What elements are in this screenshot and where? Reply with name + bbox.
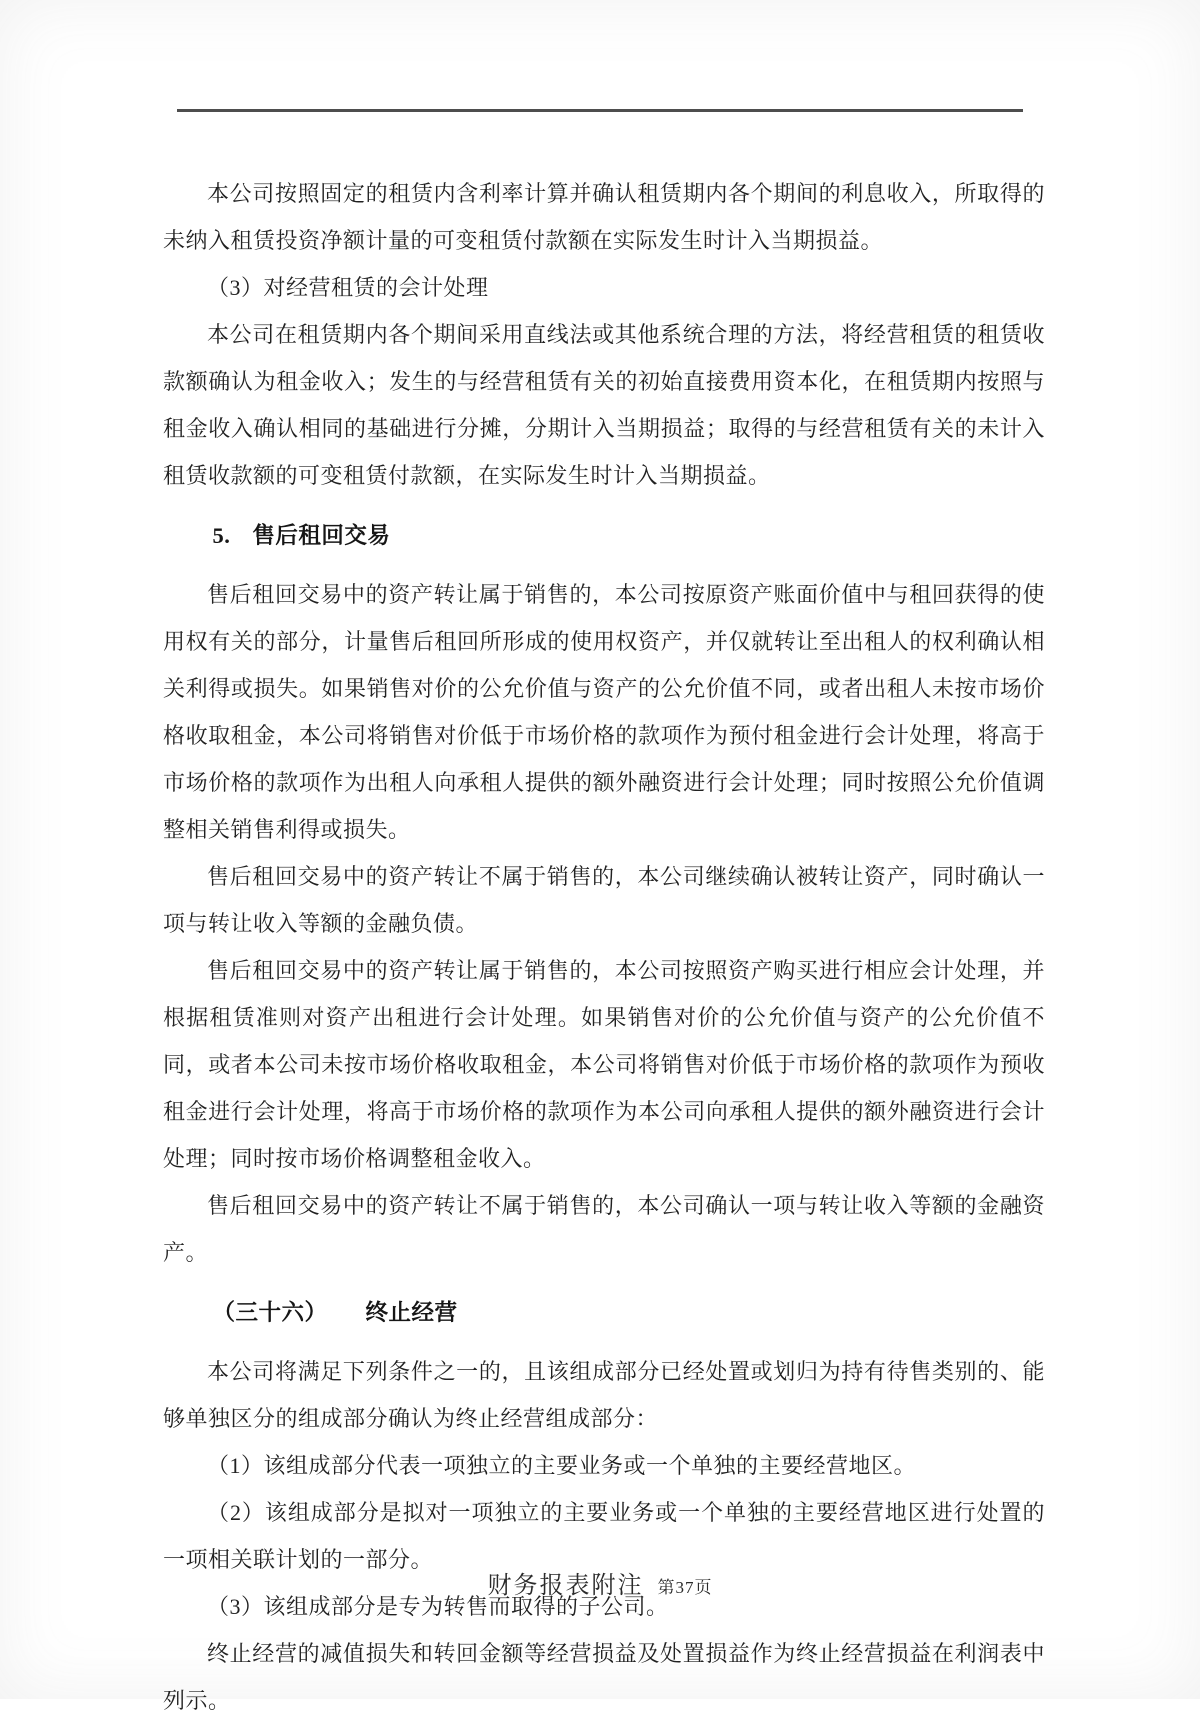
list-item-criterion-2: （2）该组成部分是拟对一项独立的主要业务或一个单独的主要经营地区进行处置的一项相关联计划的一部分。 [163,1500,1045,1572]
footer-page-number: 第37页 [657,1578,713,1597]
header-rule [177,109,1023,112]
paragraph-discontinued-presentation: 终止经营的减值损失和转回金额等经营损益及处置损益作为终止经营损益在利润表中列示。 [163,1641,1045,1713]
heading-discontinued-number: （三十六） [212,1300,328,1325]
footer-document-title: 财务报表附注 [487,1573,644,1599]
page-footer [0,1565,1200,1600]
document-body [163,170,1045,1724]
list-item-criterion-1: （1）该组成部分代表一项独立的主要业务或一个单独的主要经营地区。 [207,1453,917,1478]
paragraph-operating-lease-treatment: 本公司在租赁期内各个期间采用直线法或其他系统合理的方法，将经营租赁的租赁收款额确认为租金收入；发生的与经营租赁有关的初始直接费用资本化，在租赁期内按照与租金收入确认相同的基础进行分摊，分期计入当期损益；取得的与经营租赁有关的未计入租赁收款额的可变租赁付款额，在实际发生时计入当期损益。 [163,322,1045,488]
paragraph-sale-leaseback-not-sale: 售后租回交易中的资产转让不属于销售的，本公司继续确认被转让资产，同时确认一项与转让收入等额的金融负债。 [163,864,1045,936]
heading-discontinued-title: 终止经营 [365,1300,458,1325]
paragraph-discontinued-criteria-intro: 本公司将满足下列条件之一的，且该组成部分已经处置或划归为持有待售类别的、能够单独区分的组成部分确认为终止经营组成部分： [163,1359,1045,1431]
heading-discontinued-operations [163,1289,1045,1336]
subheading-operating-lease-accounting: （3）对经营租赁的会计处理 [207,275,489,300]
heading-sale-leaseback [163,512,1045,559]
heading-sale-leaseback-number: 5. [212,523,231,548]
paragraph-lease-interest-income: 本公司按照固定的租赁内含利率计算并确认租赁期内各个期间的利息收入，所取得的未纳入租赁投资净额计量的可变租赁付款额在实际发生时计入当期损益。 [163,181,1045,253]
paragraph-buyer-lessor-is-sale: 售后租回交易中的资产转让属于销售的，本公司按照资产购买进行相应会计处理，并根据租赁准则对资产出租进行会计处理。如果销售对价的公允价值与资产的公允价值不同，或者本公司未按市场价格收取租金，本公司将销售对价低于市场价格的款项作为预收租金进行会计处理，将高于市场价格的款项作为本公司向承租人提供的额外融资进行会计处理；同时按市场价格调整租金收入。 [163,958,1045,1171]
paragraph-buyer-lessor-not-sale: 售后租回交易中的资产转让不属于销售的，本公司确认一项与转让收入等额的金融资产。 [163,1193,1045,1265]
list-item-criterion-3: （3）该组成部分是专为转售而取得的子公司。 [207,1594,669,1619]
paragraph-sale-leaseback-is-sale: 售后租回交易中的资产转让属于销售的，本公司按原资产账面价值中与租回获得的使用权有关的部分，计量售后租回所形成的使用权资产，并仅就转让至出租人的权利确认相关利得或损失。如果销售对价的公允价值与资产的公允价值不同，或者出租人未按市场价格收取租金，本公司将销售对价低于市场价格的款项作为预付租金进行会计处理，将高于市场价格的款项作为出租人向承租人提供的额外融资进行会计处理；同时按照公允价值调整相关销售利得或损失。 [163,582,1045,842]
heading-sale-leaseback-title: 售后租回交易 [252,523,391,548]
